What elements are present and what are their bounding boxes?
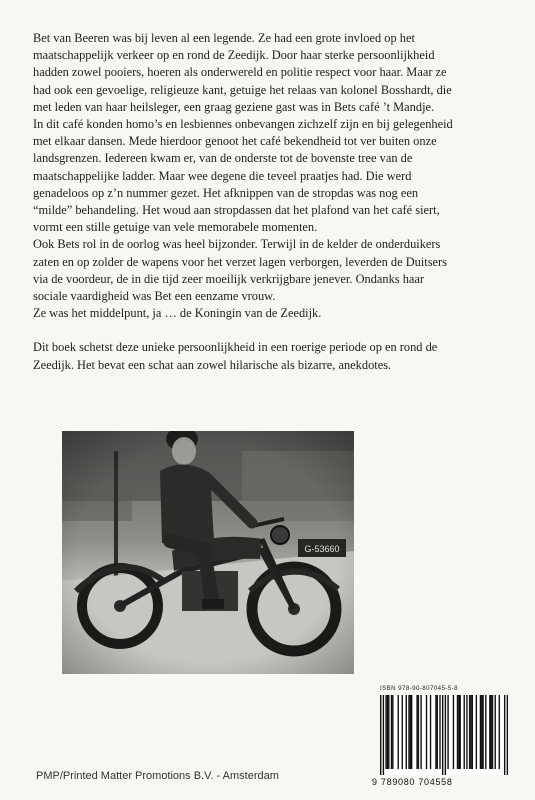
barcode-bar	[445, 695, 446, 775]
blurb-line: met leden van haar heilsleger, een graag geziene gast was in Bets café ’t Mandje.	[33, 99, 435, 114]
barcode-bar	[480, 695, 481, 769]
barcode-bar	[387, 695, 388, 769]
barcode-bar	[411, 695, 412, 769]
blurb-line: “milde” behandeling. Het woud aan stropdassen dat het plafond van het café siert,	[33, 203, 440, 218]
barcode-bar	[457, 695, 458, 769]
blurb-line: maatschappelijke ladder. Maar wee degene die teveel praatjes had. Die werd	[33, 168, 412, 183]
blurb-line: via de voordeur, de in die tijd zeer moeilijk verkrijgbare jenever. Ondanks haar	[33, 271, 425, 286]
barcode-bar	[380, 695, 381, 775]
blurb-line: Zeedijk. Het bevat een schat aan zowel hilarische als bizarre, anekdotes.	[33, 357, 392, 372]
ean-barcode	[380, 695, 508, 775]
barcode-bar	[481, 695, 482, 769]
barcode-bar	[442, 695, 443, 775]
barcode-bar	[469, 695, 470, 769]
isbn-label: ISBN 978-90-807045-5-8	[380, 685, 458, 692]
barcode-bar	[472, 695, 473, 769]
barcode-bar	[388, 695, 389, 769]
blurb-line: vormt een stille getuige van vele memorabele momenten.	[33, 220, 318, 235]
blurb-line: landsgrenzen. Iedereen kwam er, van de onderste tot de bovenste tree van de	[33, 151, 413, 166]
barcode-bar	[458, 695, 459, 769]
barcode-bar	[499, 695, 500, 769]
barcode-bar	[416, 695, 417, 769]
blurb-line: In dit café konden homo’s en lesbiennes onbevangen zichzelf zijn en bij gelegenheid	[33, 117, 453, 132]
barcode-bar	[385, 695, 386, 769]
barcode-bar	[408, 695, 409, 769]
barcode-bar	[418, 695, 419, 769]
barcode-bar	[466, 695, 467, 769]
barcode-bar	[426, 695, 427, 769]
blurb-line: maatschappelijk verkeer op en rond de Zeedijk. Door haar sterke persoonlijkheid	[33, 48, 435, 63]
barcode-bar	[464, 695, 465, 769]
barcode-bar	[410, 695, 411, 769]
barcode-bar	[490, 695, 491, 769]
barcode-bar	[392, 695, 393, 769]
blurb-line: hadden zowel pooiers, hoeren als onderwereld en politie respect voor haar. Maar ze	[33, 65, 447, 80]
blurb-line: Ze was het middelpunt, ja … de Koningin van de Zeedijk.	[33, 306, 322, 321]
barcode-bar	[492, 695, 493, 769]
barcode-bar	[391, 695, 392, 769]
barcode-bar	[453, 695, 454, 769]
blurb-line: Dit boek schetst deze unieke persoonlijkheid in een roerige periode op en rond de	[33, 340, 438, 355]
barcode-bar	[430, 695, 431, 769]
barcode-bar	[447, 695, 448, 769]
barcode-bar	[439, 695, 440, 769]
blurb-line: met elkaar dansen. Mede hierdoor genoot het café bekendheid tot ver buiten onze	[33, 134, 437, 149]
barcode-bar	[504, 695, 505, 775]
blurb-line: sociale vaardigheid was Bet een eenzame vrouw.	[33, 289, 276, 304]
barcode-bar	[489, 695, 490, 769]
barcode-bar	[437, 695, 438, 769]
blurb-line: genadeloos op z’n nummer gezet. Het afknippen van de stropdas was nog een	[33, 185, 419, 200]
barcode-bar	[476, 695, 477, 769]
barcode-bar	[459, 695, 460, 769]
back-cover-blurb	[33, 30, 511, 374]
barcode-bar	[402, 695, 403, 769]
barcode-bar	[485, 695, 486, 769]
barcode-bars	[380, 695, 508, 775]
barcode-bar	[398, 695, 399, 769]
paragraph-gap	[33, 322, 511, 339]
barcode-bar	[495, 695, 496, 769]
barcode-bar	[507, 695, 508, 775]
blurb-line: zaten en op zolder de wapens voor het verzet lagen verborgen, leverden de Duitsers	[33, 254, 447, 269]
motorcycle-photo-illustration	[62, 431, 354, 674]
barcode-bar	[435, 695, 436, 769]
blurb-line: Bet van Beeren was bij leven al een legende. Ze had een grote invloed op het	[33, 31, 415, 45]
barcode-bar	[383, 695, 384, 775]
barcode-bar	[482, 695, 483, 769]
motorcycle-photo	[62, 431, 354, 674]
barcode-digits: 9 789080 704558	[372, 777, 453, 787]
barcode-bar	[406, 695, 407, 769]
barcode-bar	[420, 695, 421, 769]
publisher-imprint: PMP/Printed Matter Promotions B.V. - Amsterdam	[36, 770, 279, 782]
blurb-line: had ook een gevoelige, religieuze kant, getuige het relaas van kolonel Bosshardt, die	[33, 82, 452, 97]
barcode-bar	[470, 695, 471, 769]
blurb-line: Ook Bets rol in de oorlog was heel bijzonder. Terwijl in de kelder de onderduikers	[33, 237, 441, 252]
